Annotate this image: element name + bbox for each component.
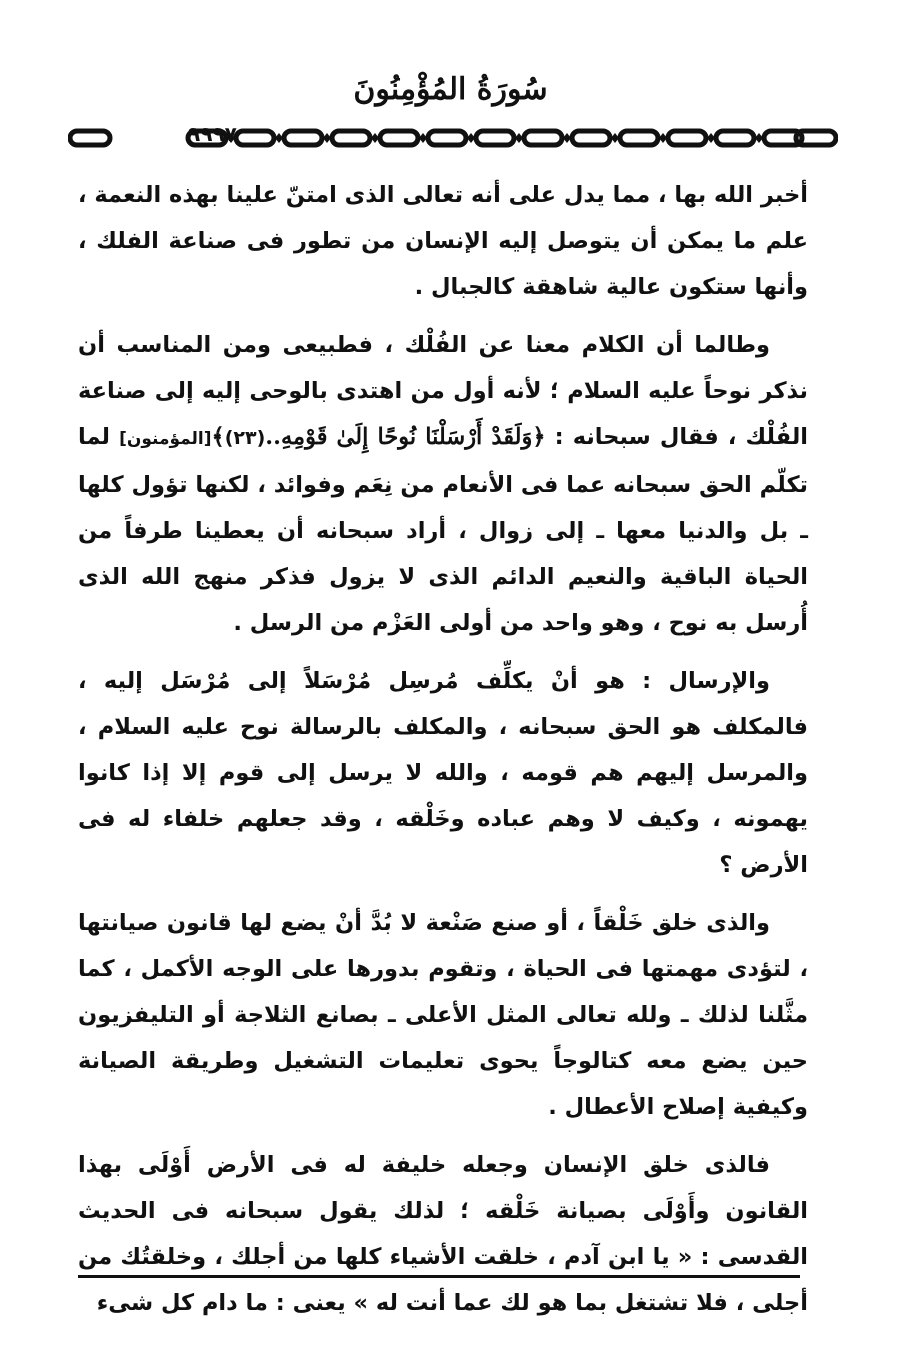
surah-reference: [المؤمنون] bbox=[119, 429, 212, 449]
footer-rule bbox=[78, 1275, 800, 1278]
paragraph-1: أخبر الله بها ، مما يدل على أنه تعالى الذى امتنّ علينا بهذه النعمة ، علم ما يمكن أن يتوصل إليه الإنسان من تطور فى صناعة الفلك ، وأنها ستكون عالية شاهقة كالجبال . bbox=[78, 182, 808, 300]
ayah-number: (٢٣) bbox=[224, 427, 266, 449]
paragraph-5 bbox=[78, 1142, 808, 1326]
paragraph-3 bbox=[78, 658, 808, 888]
paragraph-2-intro: وطالما أن الكلام معنا عن الفُلْك ، فطبيعى ومن المناسب أن نذكر نوحاً عليه السلام ؛ لأنه أول من اهتدى بالوحى إليه إلى صناعة الفُلْك ، فقال سبحانه : bbox=[78, 332, 809, 450]
paragraph-2-body: لما تكلّم الحق سبحانه عما فى الأنعام من نِعَم وفوائد ، لكنها تؤول كلها ـ بل والدنيا معها ـ إلى زوال ، أراد سبحانه أن يعطينا طرفاً من الحياة الباقية والنعيم الدائم الذى لا يزول فذكر منهج الله الذى أُرسل به نوح ، وهو واحد من أولى العَزْم من الرسل . bbox=[78, 424, 808, 636]
ornamental-chain-border bbox=[68, 124, 838, 154]
tafsir-body-text bbox=[78, 172, 808, 1326]
surah-title: سُورَةُ المُؤْمِنُونَ bbox=[353, 72, 548, 107]
quran-verse: ﴿وَلَقَدْ أَرْسَلْنَا نُوحًا إِلَىٰ قَوْمِهِ.. bbox=[265, 424, 546, 450]
paragraph-3-text: والإرسال : هو أنْ يكلِّف مُرسِل مُرْسَلاً إلى مُرْسَل إليه ، فالمكلف هو الحق سبحانه ، والمكلف بالرسالة نوح عليه السلام ، والمرسل إليهم هم قومه ، والله لا يرسل إلى قوم إلا إذا كانوا يهمونه ، وكيف لا وهم عباده وخَلْقه ، وقد جعلهم خلفاء له فى الأرض ؟ bbox=[78, 668, 808, 878]
quran-verse-close: ﴾ bbox=[211, 424, 225, 450]
paragraph-5-text: فالذى خلق الإنسان وجعله خليفة له فى الأرض أَوْلَى بهذا القانون وأَوْلَى بصيانة خَلْقه ؛ لذلك يقول سبحانه فى الحديث القدسى : « يا ابن آدم ، خلقت الأشياء كلها من أجلك ، وخلقتُك من أجلى ، فلا تشتغل بما هو لك عما أنت له » يعنى : ما دام كل شىء bbox=[78, 1152, 808, 1316]
paragraph-4-text: والذى خلق خَلْقاً ، أو صنع صَنْعة لا بُدَّ أنْ يضع لها قانون صيانتها ، لتؤدى مهمتها فى الحياة ، وتقوم بدورها على الوجه الأكمل ، كما مثَّلنا لذلك ـ ولله تعالى المثل الأعلى ـ بصانع الثلاجة أو التليفزيون حين يضع معه كتالوجاً يحوى تعليمات التشغيل وطريقة الصيانة وكيفية إصلاح الأعطال . bbox=[78, 910, 808, 1120]
paragraph-2 bbox=[78, 322, 808, 646]
paragraph-4 bbox=[78, 900, 808, 1130]
page-number: ٩٩٩٧ bbox=[188, 122, 237, 146]
header-ornament-band bbox=[68, 124, 838, 154]
